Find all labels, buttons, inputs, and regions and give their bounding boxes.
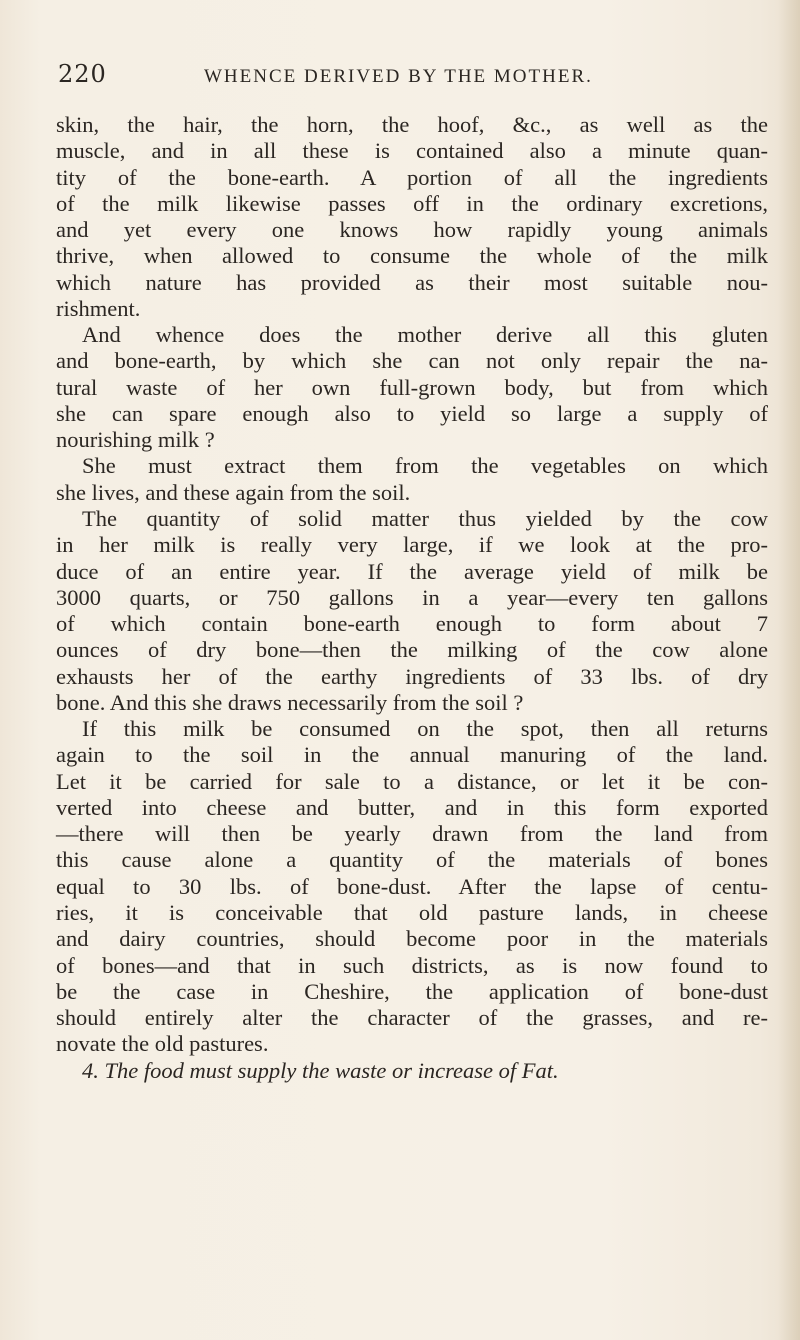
text-line: exhausts her of the earthy ingredients of 33 lbs. of dry bbox=[56, 663, 768, 689]
text-line: novate the old pastures. bbox=[56, 1031, 269, 1057]
running-head bbox=[58, 60, 758, 100]
text-line: ries, it is conceivable that old pasture lands, in cheese bbox=[56, 899, 768, 925]
text-line: equal to 30 lbs. of bone-dust. After the lapse of centu- bbox=[56, 873, 768, 899]
text-line: of which contain bone-earth enough to form about 7 bbox=[56, 611, 768, 637]
text-line: and dairy countries, should become poor in the materials bbox=[56, 926, 768, 952]
text-line: 3000 quarts, or 750 gallons in a year—every ten gallons bbox=[56, 584, 768, 610]
text-line: duce of an entire year. If the average yield of milk be bbox=[56, 558, 768, 584]
text-line: rishment. bbox=[56, 295, 141, 321]
text-line: should entirely alter the character of the grasses, and re- bbox=[56, 1005, 768, 1031]
text-line: tity of the bone-earth. A portion of all the ingredients bbox=[56, 164, 768, 190]
text-line: Let it be carried for sale to a distance, or let it be con- bbox=[56, 768, 768, 794]
text-line: and yet every one knows how rapidly young animals bbox=[56, 217, 768, 243]
text-line: again to the soil in the annual manuring of the land. bbox=[56, 742, 768, 768]
page-number: 220 bbox=[58, 60, 107, 88]
text-line: muscle, and in all these is contained also a minute quan- bbox=[56, 138, 768, 164]
text-line: and bone-earth, by which she can not only repair the na- bbox=[56, 348, 768, 374]
text-line: she can spare enough also to yield so large a supply of bbox=[56, 400, 768, 426]
running-title: WHENCE DERIVED BY THE MOTHER. bbox=[204, 66, 593, 87]
text-line: of bones—and that in such districts, as is now found to bbox=[56, 952, 768, 978]
section-heading: 4. The food must supply the waste or increase of Fat. bbox=[82, 1057, 559, 1083]
body-text bbox=[56, 112, 768, 1084]
page-edge-shadow bbox=[778, 0, 800, 1340]
text-line: And whence does the mother derive all this gluten bbox=[82, 322, 768, 348]
text-line: be the case in Cheshire, the application of bone-dust bbox=[56, 978, 768, 1004]
text-line: tural waste of her own full-grown body, but from which bbox=[56, 374, 768, 400]
text-line: If this milk be consumed on the spot, then all returns bbox=[82, 716, 768, 742]
text-line: thrive, when allowed to consume the whole of the milk bbox=[56, 243, 768, 269]
text-line: —there will then be yearly drawn from the land from bbox=[56, 821, 768, 847]
text-line: of the milk likewise passes off in the ordinary excretions, bbox=[56, 190, 768, 216]
text-line: she lives, and these again from the soil. bbox=[56, 479, 411, 505]
text-line: verted into cheese and butter, and in this form exported bbox=[56, 794, 768, 820]
text-line: this cause alone a quantity of the materials of bones bbox=[56, 847, 768, 873]
text-line: nourishing milk ? bbox=[56, 427, 215, 453]
text-line: skin, the hair, the horn, the hoof, &c., as well as the bbox=[56, 112, 768, 137]
text-line: bone. And this she draws necessarily from the soil ? bbox=[56, 689, 524, 715]
text-line: which nature has provided as their most suitable nou- bbox=[56, 269, 768, 295]
text-line: in her milk is really very large, if we look at the pro- bbox=[56, 532, 768, 558]
text-line: She must extract them from the vegetables on which bbox=[82, 453, 768, 479]
text-line: ounces of dry bone—then the milking of the cow alone bbox=[56, 637, 768, 663]
text-line: The quantity of solid matter thus yielded by the cow bbox=[82, 505, 768, 531]
